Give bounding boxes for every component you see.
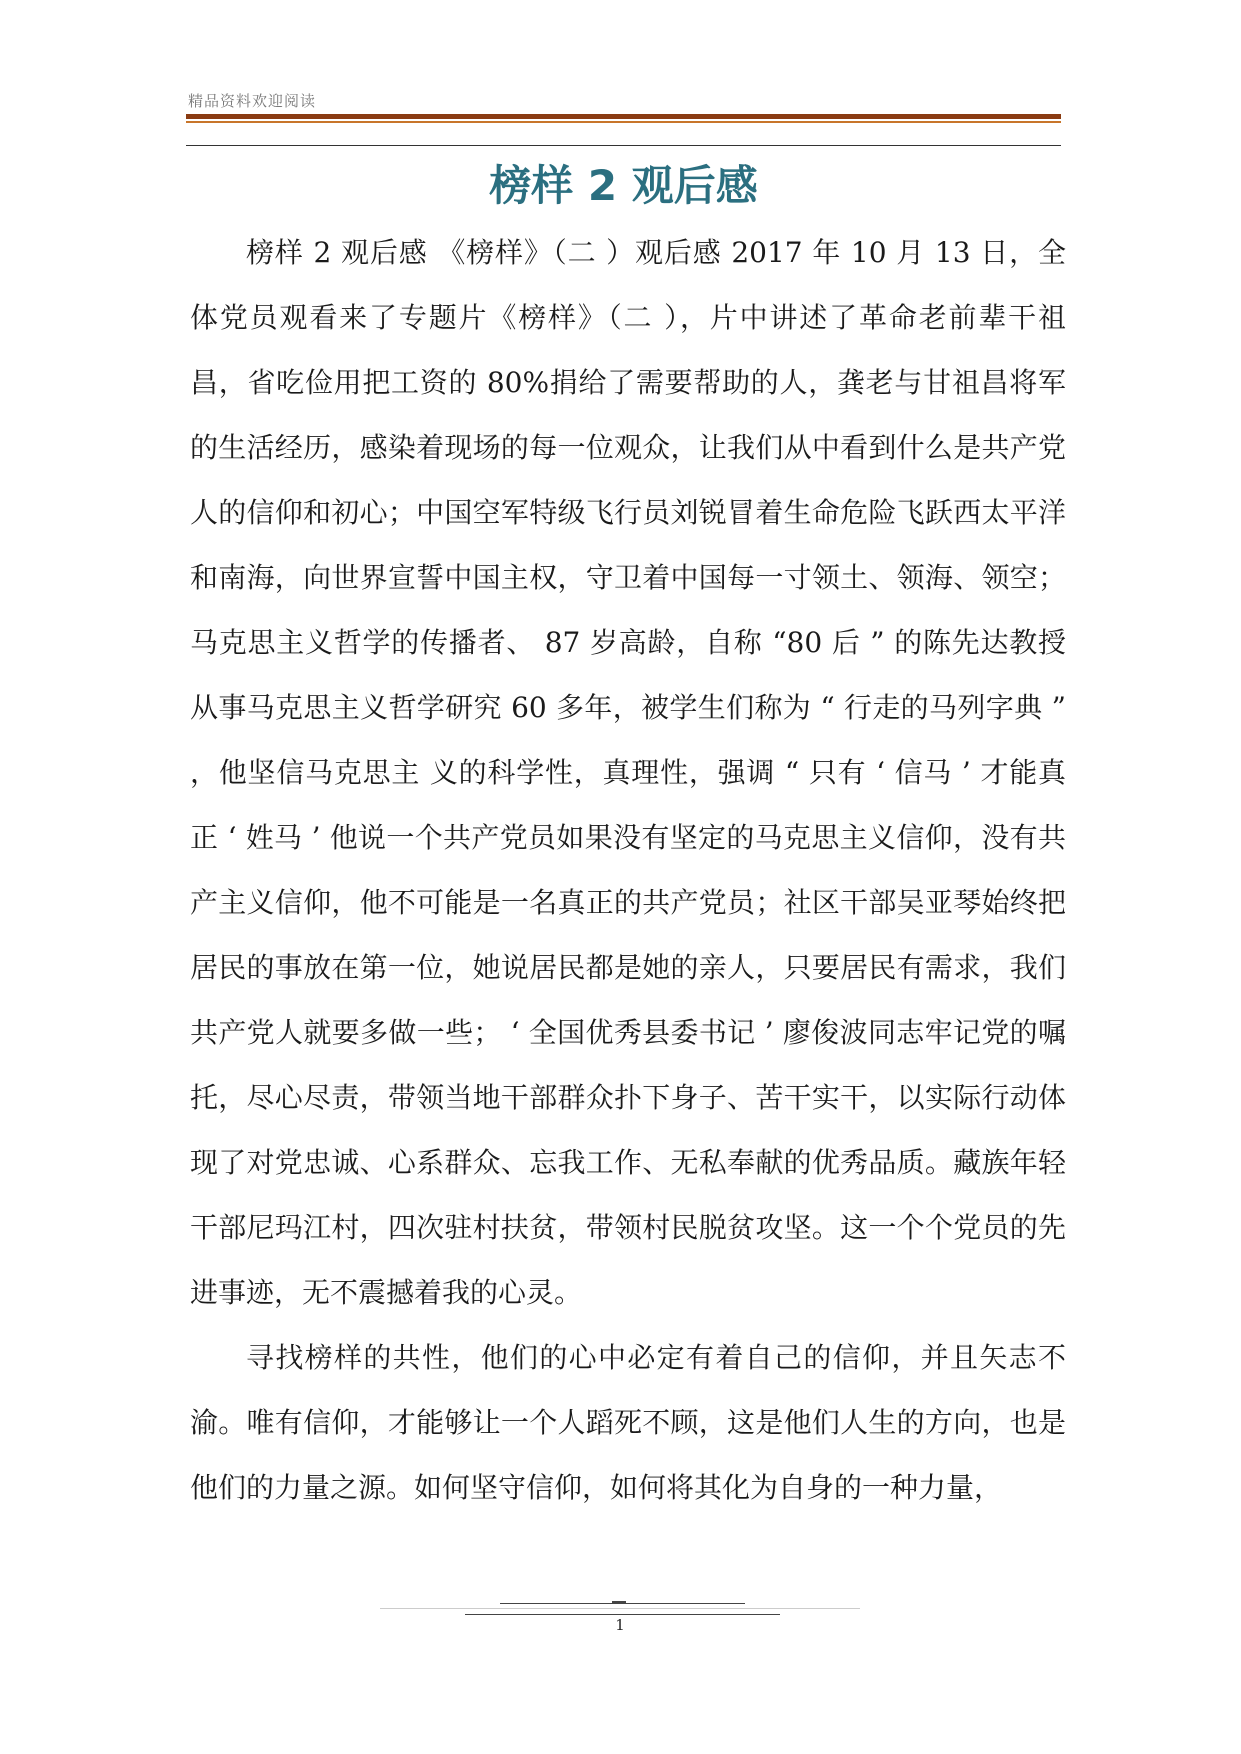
paragraph-1: 榜样 2 观后感 《榜样》（二 ）观后感 2017 年 10 月 13 日，全体党员观看来了专题片《榜样》（二 ），片中讲述了革命老前辈干祖昌，省吃俭用把工资的 80%捐给了需要帮助的人，龚老与甘祖昌将军的生活经历，感染着现场的每一位观众，让我们从中看到什么是共产党人的信仰和初心；中国空军特级飞行员刘锐冒着生命危险飞跃西太平洋和南海，向世界宣誓中国主权，守卫着中国每一寸领土、领海、领空；马克思主义哲学的传播者、 87 岁高龄，自称 “80 后 ” 的陈先达教授从事马克思主义哲学研究 60 多年，被学生们称为 “ 行走的马列字典 ” ，他坚信马克思主 义的科学性，真理性，强调 “ 只有 ‘ 信马 ’ 才能真正 ‘ 姓马 ’ 他说一个共产党员如果没有坚定的马克思主义信仰，没有共产主义信仰，他不可能是一名真正的共产党员；社区干部吴亚琴始终把居民的事放在第一位，她说居民都是她的亲人，只要居民有需求，我们共产党人就要多做一些； ‘ 全国优秀县委书记 ’ 廖俊波同志牢记党的嘱托，尽心尽责，带领当地干部群众扑下身子、苦干实干，以实际行动体现了对党忠诚、心系群众、忘我工作、无私奉献的优秀品质。藏族年轻干部尼玛江村，四次驻村扶贫，带领村民脱贫攻坚。这一个个党员的先进事迹，无不震撼着我的心灵。: [190, 236, 1066, 1309]
footer-rule-upper: [500, 1603, 745, 1604]
paragraph-2: 寻找榜样的共性，他们的心中必定有着自己的信仰，并且矢志不渝。唯有信仰，才能够让一个人蹈死不顾，这是他们人生的方向，也是他们的力量之源。如何坚守信仰，如何将其化为自身的一种力量，: [190, 1341, 1066, 1504]
document-title: 榜样 2 观后感: [489, 161, 758, 210]
page-number: 1: [615, 1616, 625, 1634]
header-rule-thin: [186, 145, 1061, 146]
footer-rule-lower: [465, 1614, 780, 1615]
header-rule-thick: [186, 114, 1061, 119]
header-rule-accent: [186, 121, 1061, 123]
footer-rule: [380, 1608, 860, 1609]
document-body: [190, 220, 1066, 1520]
header-label: 精品资料欢迎阅读: [188, 92, 317, 110]
footer-tick-mark: [612, 1601, 626, 1603]
